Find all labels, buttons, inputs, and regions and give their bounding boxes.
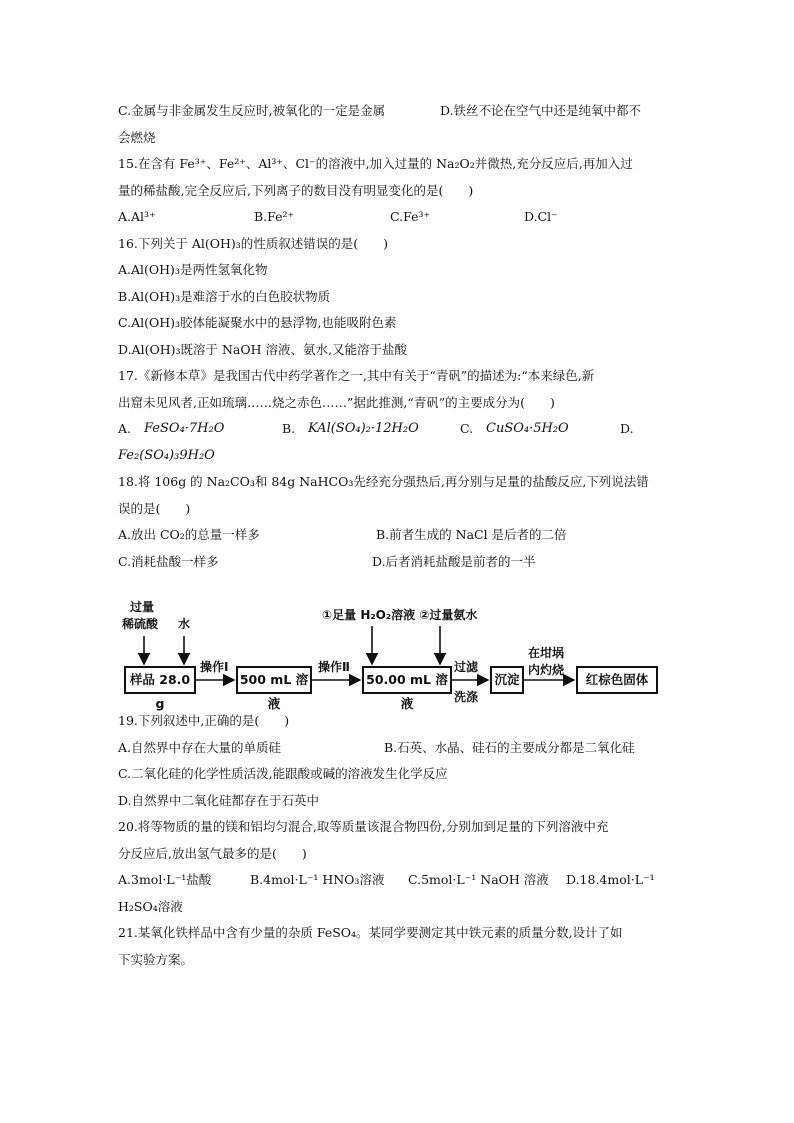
q20-stem-line2: 分反应后,放出氢气最多的是( ): [118, 845, 307, 861]
q14-option-d: D.铁丝不论在空气中还是纯氧中都不: [440, 103, 642, 118]
q16-option-d: D.Al(OH)₃既溶于 NaOH 溶液、氨水,又能溶于盐酸: [118, 341, 407, 357]
q15-option-d: D.Cl⁻: [524, 209, 558, 224]
q17-option-c-label: C.: [460, 421, 474, 436]
q18-options-row2: [118, 549, 678, 576]
q17-stem-line1: 17.《新修本草》是我国古代中药学著作之一,其中有关于“青矾”的描述为:“本来绿色,新: [118, 368, 595, 383]
q15-option-c: C.Fe³⁺: [390, 209, 431, 224]
q20-option-a: A.3mol·L⁻¹盐酸: [118, 872, 212, 887]
wash-label: 洗涤: [454, 690, 479, 704]
question-sheet: [118, 98, 678, 575]
q20-option-b: B.4mol·L⁻¹ HNO₃溶液: [250, 872, 385, 887]
q17-option-d-label: D.: [620, 421, 634, 436]
reagent-water: 水: [178, 617, 191, 631]
red-brown-solid-box: 红棕色固体: [576, 666, 658, 694]
operation-1-label: 操作Ⅰ: [200, 660, 229, 674]
q19-option-d: D.自然界中二氧化硅都存在于石英中: [118, 792, 320, 808]
experiment-flow-diagram: [122, 598, 662, 711]
q18-option-d: D.后者消耗盐酸是前者的一半: [372, 553, 536, 569]
precipitate-box: 沉淀: [490, 666, 524, 694]
sample-box: 样品 28.0 g: [124, 666, 196, 694]
q19-option-a: A.自然界中存在大量的单质硅: [118, 739, 282, 755]
q18-stem-line2: 误的是( ): [118, 500, 191, 516]
q20-stem-line1: 20.将等物质的量的镁和铝均匀混合,取等质量该混合物四份,分别加到足量的下列溶液中充: [118, 819, 609, 834]
q17-option-c: CuSO₄·5H₂O: [486, 421, 569, 436]
q18-options-row1: [118, 522, 678, 549]
q19-stem: 19.下列叙述中,正确的是( ): [118, 713, 290, 728]
q20-option-d: D.18.4mol·L⁻¹: [566, 872, 655, 887]
q18-stem-line1: 18.将 106g 的 Na₂CO₃和 84g NaHCO₃先经充分强热后,再分别与足量的盐酸反应,下列说法错: [118, 474, 649, 489]
q17-option-a: FeSO₄·7H₂O: [144, 421, 225, 436]
q15-option-a: A.Al³⁺: [118, 209, 156, 224]
q20-options: [118, 867, 678, 894]
q18-option-a: A.放出 CO₂的总量一样多: [118, 527, 260, 542]
q18-option-b: B.前者生成的 NaCl 是后者的二倍: [376, 527, 567, 542]
q15-option-b: B.Fe²⁺: [254, 209, 295, 224]
crucible-label-line2: 内灼烧: [528, 663, 565, 677]
q14-option-d-cont: 会燃烧: [118, 129, 156, 145]
q17-option-d: Fe₂(SO₄)₃9H₂O: [118, 447, 215, 463]
crucible-label-line1: 在坩埚: [528, 646, 565, 660]
q21-stem-line2: 下实验方案。: [118, 951, 194, 967]
q20-option-d-cont: H₂SO₄溶液: [118, 898, 183, 914]
q17-option-b: KAl(SO₄)₂·12H₂O: [308, 421, 419, 436]
q20-option-c: C.5mol·L⁻¹ NaOH 溶液: [408, 872, 549, 887]
q19-option-c: C.二氧化硅的化学性质活泼,能跟酸或碱的溶液发生化学反应: [118, 766, 448, 781]
q15-stem-line2: 量的稀盐酸,完全反应后,下列离子的数目没有明显变化的是( ): [118, 182, 474, 198]
solution-500ml-box: 500 mL 溶液: [236, 666, 312, 694]
q16-option-c: C.Al(OH)₃胶体能凝聚水中的悬浮物,也能吸附色素: [118, 315, 397, 330]
q15-options: [118, 204, 678, 231]
question-sheet-lower: [118, 708, 678, 973]
operation-2-label: 操作Ⅱ: [318, 660, 350, 674]
q17-option-a-label: A.: [118, 421, 132, 436]
q15-stem-line1: 15.在含有 Fe³⁺、Fe²⁺、Al³⁺、Cl⁻的溶液中,加入过量的 Na₂O₂并微热,充分反应后,再加入过: [118, 156, 633, 171]
reagent-h2o2-ammonia: ①足量 H₂O₂溶液 ②过量氨水: [322, 608, 478, 622]
q18-option-c: C.消耗盐酸一样多: [118, 553, 219, 569]
q17-options: [118, 416, 678, 443]
q19-option-b: B.石英、水晶、硅石的主要成分都是二氧化硅: [384, 739, 635, 755]
q16-stem: 16.下列关于 Al(OH)₃的性质叙述错误的是( ): [118, 235, 389, 251]
filter-label: 过滤: [454, 660, 479, 674]
q21-stem-line1: 21.某氧化铁样品中含有少量的杂质 FeSO₄。某同学要测定其中铁元素的质量分数,设计了如: [118, 925, 623, 940]
q14-option-c: C.金属与非金属发生反应时,被氧化的一定是金属: [118, 103, 386, 118]
reagent-excess-label: 过量: [130, 600, 155, 614]
solution-50ml-box: 50.00 mL 溶液: [362, 666, 452, 694]
reagent-dilute-sulfuric-acid: 稀硫酸: [122, 617, 159, 631]
q17-stem-line2: 出窟未见风者,正如琉璃……烧之赤色……”据此推测,“青矾”的主要成分为( ): [118, 394, 555, 410]
q19-options-row1: [118, 735, 678, 762]
q16-option-b: B.Al(OH)₃是难溶于水的白色胶状物质: [118, 288, 331, 304]
q16-option-a: A.Al(OH)₃是两性氢氧化物: [118, 262, 268, 277]
q14-option-row: [118, 98, 678, 125]
q17-option-b-label: B.: [282, 421, 296, 436]
